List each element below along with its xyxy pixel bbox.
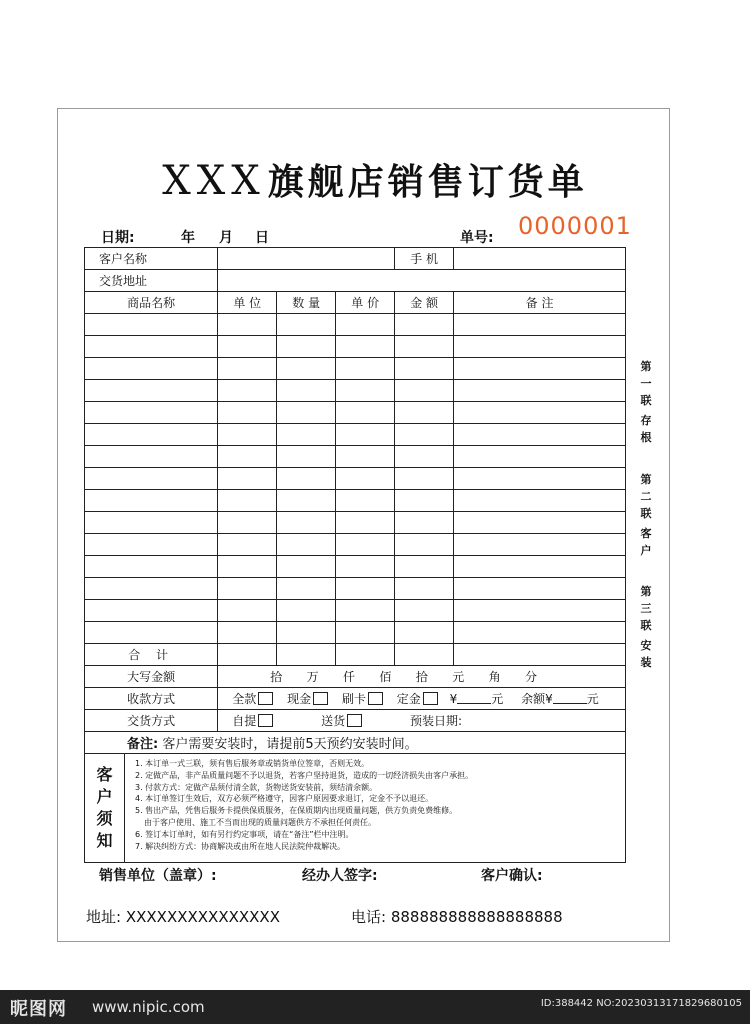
- total-label: 合 计: [85, 644, 218, 666]
- unit-yuan: 元: [452, 670, 465, 684]
- item-quantity-cell[interactable]: [277, 600, 336, 622]
- deposit-yuan-label: 元: [491, 692, 504, 706]
- item-product-cell[interactable]: [85, 336, 218, 358]
- item-amount-cell[interactable]: [395, 556, 454, 578]
- table-row: [85, 512, 626, 534]
- item-product-cell[interactable]: [85, 556, 218, 578]
- item-quantity-cell[interactable]: [277, 468, 336, 490]
- item-product-cell[interactable]: [85, 424, 218, 446]
- col-header-unit: 单 位: [218, 292, 277, 314]
- payment-label: 收款方式: [85, 688, 218, 710]
- col-header-product: 商品名称: [85, 292, 218, 314]
- item-remarks-cell[interactable]: [454, 578, 626, 600]
- order-number-label: 单号:: [460, 230, 494, 246]
- item-unit-cell[interactable]: [218, 358, 277, 380]
- item-amount-cell[interactable]: [395, 490, 454, 512]
- table-row: [85, 622, 626, 644]
- item-product-cell[interactable]: [85, 468, 218, 490]
- item-product-cell[interactable]: [85, 446, 218, 468]
- balance-label: 余额¥: [521, 692, 553, 706]
- total-remarks-cell[interactable]: [454, 644, 626, 666]
- item-quantity-cell[interactable]: [277, 622, 336, 644]
- item-remarks-cell[interactable]: [454, 380, 626, 402]
- notice-heading-char-3: 须: [96, 809, 113, 828]
- item-unit-cell[interactable]: [218, 402, 277, 424]
- item-product-cell[interactable]: [85, 490, 218, 512]
- option-pickup-label: 自提: [232, 714, 257, 728]
- total-amount-cell[interactable]: [395, 644, 454, 666]
- balance-yuan-label: 元: [586, 692, 599, 706]
- address-footer: [86, 906, 280, 927]
- item-unit-cell[interactable]: [218, 622, 277, 644]
- item-rows: [85, 314, 626, 644]
- item-unit-cell[interactable]: [218, 600, 277, 622]
- item-unit-cell[interactable]: [218, 578, 277, 600]
- col-header-remarks: 备 注: [454, 292, 626, 314]
- item-quantity-cell[interactable]: [277, 380, 336, 402]
- item-remarks-cell[interactable]: [454, 314, 626, 336]
- item-remarks-cell[interactable]: [454, 600, 626, 622]
- unit-wan: 万: [306, 670, 319, 684]
- col-header-amount: 金 额: [395, 292, 454, 314]
- item-unit-cell[interactable]: [218, 556, 277, 578]
- item-unit-cell[interactable]: [218, 446, 277, 468]
- item-amount-cell[interactable]: [395, 380, 454, 402]
- option-cash-label: 现金: [287, 692, 312, 706]
- copy-2-label: 第二联: [640, 473, 652, 520]
- total-row: [85, 644, 626, 666]
- item-unit-cell[interactable]: [218, 534, 277, 556]
- item-quantity-cell[interactable]: [277, 358, 336, 380]
- item-price-cell[interactable]: [336, 490, 395, 512]
- item-remarks-cell[interactable]: [454, 402, 626, 424]
- total-quantity-cell[interactable]: [277, 644, 336, 666]
- item-unit-cell[interactable]: [218, 490, 277, 512]
- item-amount-cell[interactable]: [395, 424, 454, 446]
- delivery-options: [218, 710, 626, 732]
- item-price-cell[interactable]: [336, 424, 395, 446]
- table-row: [85, 402, 626, 424]
- notice-item: 3. 付款方式：定做产品须付清全款，货物送货安装前，须结清余额。: [135, 782, 378, 792]
- notice-cell: [85, 754, 626, 863]
- item-price-cell[interactable]: [336, 402, 395, 424]
- column-header-row: [85, 292, 626, 314]
- option-ship-checkbox[interactable]: [347, 714, 362, 727]
- item-price-cell[interactable]: [336, 534, 395, 556]
- notice-item: 4. 本订单签订生效后，双方必须严格遵守，因客户原因要求退订，定金不予以退还。: [135, 794, 434, 804]
- table-row: [85, 490, 626, 512]
- copy-2-purpose: 客户: [640, 527, 652, 557]
- customer-name-row: [85, 248, 626, 270]
- table-row: [85, 600, 626, 622]
- item-remarks-cell[interactable]: [454, 336, 626, 358]
- table-row: [85, 424, 626, 446]
- date-day: 日: [255, 230, 269, 246]
- item-unit-cell[interactable]: [218, 468, 277, 490]
- title-prefix: XXX: [162, 158, 266, 204]
- notice-row: [85, 754, 626, 863]
- phone-footer: [351, 906, 563, 927]
- customer-name-field[interactable]: [218, 248, 395, 270]
- total-price-cell[interactable]: [336, 644, 395, 666]
- notice-heading-char-4: 知: [96, 831, 113, 850]
- option-deposit-checkbox[interactable]: [423, 692, 438, 705]
- unit-qian: 仟: [343, 670, 356, 684]
- notice-item: 1. 本订单一式三联，须有售后服务章或销货单位签章，否则无效。: [135, 759, 370, 768]
- option-cash-checkbox[interactable]: [313, 692, 328, 705]
- item-amount-cell[interactable]: [395, 622, 454, 644]
- item-product-cell[interactable]: [85, 534, 218, 556]
- table-row: [85, 534, 626, 556]
- unit-shi-2: 拾: [415, 670, 428, 684]
- remark-text: 客户需要安装时，请提前5天预约安装时间。: [162, 737, 418, 752]
- item-price-cell[interactable]: [336, 336, 395, 358]
- table-row: [85, 314, 626, 336]
- option-card-checkbox[interactable]: [368, 692, 383, 705]
- item-quantity-cell[interactable]: [277, 578, 336, 600]
- notice-item: 2. 定做产品，非产品质量问题不予以退货，若客户坚持退货，造成的一切经济损失由客户承担。: [135, 770, 474, 780]
- remark-label: 备注:: [127, 737, 159, 752]
- unit-jiao: 角: [488, 670, 501, 684]
- item-unit-cell[interactable]: [218, 380, 277, 402]
- item-price-cell[interactable]: [336, 446, 395, 468]
- item-price-cell[interactable]: [336, 512, 395, 534]
- delivery-row: [85, 710, 626, 732]
- item-unit-cell[interactable]: [218, 512, 277, 534]
- address-label: 地址:: [86, 908, 122, 926]
- item-amount-cell[interactable]: [395, 468, 454, 490]
- delivery-address-label: 交货地址: [85, 270, 218, 292]
- table-row: [85, 358, 626, 380]
- item-quantity-cell[interactable]: [277, 490, 336, 512]
- unit-fen: 分: [524, 670, 537, 684]
- notice-item: 由于客户使用、施工不当而出现的质量问题供方不承担任何责任。: [144, 817, 376, 827]
- item-amount-cell[interactable]: [395, 402, 454, 424]
- col-header-price: 单 价: [336, 292, 395, 314]
- item-price-cell[interactable]: [336, 600, 395, 622]
- copy-3-purpose: 安装: [640, 639, 652, 669]
- address-value: XXXXXXXXXXXXXXX: [125, 908, 280, 926]
- item-remarks-cell[interactable]: [454, 490, 626, 512]
- table-row: [85, 468, 626, 490]
- phone-label: 手 机: [395, 248, 454, 270]
- deposit-yen-symbol: ¥: [449, 692, 458, 706]
- item-remarks-cell[interactable]: [454, 556, 626, 578]
- item-remarks-cell[interactable]: [454, 512, 626, 534]
- item-quantity-cell[interactable]: [277, 402, 336, 424]
- unit-shi-1: 拾: [270, 670, 283, 684]
- item-price-cell[interactable]: [336, 578, 395, 600]
- notice-heading: [85, 754, 125, 862]
- total-unit-cell[interactable]: [218, 644, 277, 666]
- item-quantity-cell[interactable]: [277, 314, 336, 336]
- customer-name-label: 客户名称: [85, 248, 218, 270]
- order-table: [84, 247, 626, 863]
- item-remarks-cell[interactable]: [454, 468, 626, 490]
- copy-1-purpose: 存根: [640, 414, 652, 444]
- agent-signature-label: 经办人签字:: [302, 868, 378, 884]
- item-product-cell[interactable]: [85, 578, 218, 600]
- form-title: [0, 154, 750, 205]
- item-price-cell[interactable]: [336, 314, 395, 336]
- option-full-label: 全款: [232, 692, 257, 706]
- item-product-cell[interactable]: [85, 314, 218, 336]
- watermark-id: ID:388442 NO:20230313171829680105: [540, 998, 742, 1009]
- item-remarks-cell[interactable]: [454, 534, 626, 556]
- item-remarks-cell[interactable]: [454, 622, 626, 644]
- item-remarks-cell[interactable]: [454, 358, 626, 380]
- address-row: [85, 270, 626, 292]
- notice-list: [125, 754, 481, 862]
- capital-amount-row: [85, 666, 626, 688]
- item-product-cell[interactable]: [85, 380, 218, 402]
- item-amount-cell[interactable]: [395, 578, 454, 600]
- item-amount-cell[interactable]: [395, 512, 454, 534]
- remark-row: [85, 732, 626, 754]
- table-row: [85, 446, 626, 468]
- item-quantity-cell[interactable]: [277, 336, 336, 358]
- item-quantity-cell[interactable]: [277, 556, 336, 578]
- table-row: [85, 578, 626, 600]
- item-remarks-cell[interactable]: [454, 424, 626, 446]
- item-unit-cell[interactable]: [218, 314, 277, 336]
- phone-field[interactable]: [454, 248, 626, 270]
- table-row: [85, 380, 626, 402]
- remark-cell: [85, 732, 626, 754]
- item-product-cell[interactable]: [85, 622, 218, 644]
- watermark-url: www.nipic.com: [92, 998, 205, 1016]
- item-product-cell[interactable]: [85, 512, 218, 534]
- item-price-cell[interactable]: [336, 468, 395, 490]
- capital-amount-label: 大写金额: [85, 666, 218, 688]
- item-price-cell[interactable]: [336, 380, 395, 402]
- item-amount-cell[interactable]: [395, 358, 454, 380]
- delivery-address-field[interactable]: [218, 270, 626, 292]
- notice-heading-char-2: 户: [96, 787, 113, 806]
- phone-footer-label: 电话:: [351, 908, 387, 926]
- copy-1-label: 第一联: [640, 360, 652, 407]
- payment-row: [85, 688, 626, 710]
- option-deposit-label: 定金: [396, 692, 421, 706]
- notice-item: 5. 售出产品，凭售后服务卡提供保质服务，在保质期内出现质量问题，供方负责免费维修。: [135, 806, 458, 816]
- item-quantity-cell[interactable]: [277, 512, 336, 534]
- notice-item: 7. 解决纠纷方式：协商解决或由所在地人民法院仲裁解决。: [135, 841, 346, 851]
- unit-bai: 佰: [379, 670, 392, 684]
- table-row: [85, 336, 626, 358]
- date-label: 日期:: [101, 230, 135, 246]
- date-month: 月: [219, 230, 233, 246]
- date-year: 年: [181, 230, 195, 246]
- item-amount-cell[interactable]: [395, 446, 454, 468]
- item-price-cell[interactable]: [336, 556, 395, 578]
- balance-amount-field[interactable]: [553, 692, 587, 704]
- watermark-logo: 昵图网: [10, 999, 67, 1020]
- item-product-cell[interactable]: [85, 402, 218, 424]
- title-main: 旗舰店销售订货单: [267, 162, 588, 203]
- col-header-quantity: 数 量: [277, 292, 336, 314]
- item-quantity-cell[interactable]: [277, 424, 336, 446]
- payment-options: [218, 688, 626, 710]
- option-pickup-checkbox[interactable]: [258, 714, 273, 727]
- deposit-amount-field[interactable]: [457, 692, 491, 704]
- option-card-label: 刷卡: [341, 692, 366, 706]
- item-amount-cell[interactable]: [395, 534, 454, 556]
- option-full-checkbox[interactable]: [258, 692, 273, 705]
- item-remarks-cell[interactable]: [454, 446, 626, 468]
- item-price-cell[interactable]: [336, 358, 395, 380]
- item-amount-cell[interactable]: [395, 336, 454, 358]
- item-amount-cell[interactable]: [395, 600, 454, 622]
- item-quantity-cell[interactable]: [277, 446, 336, 468]
- notice-heading-char-1: 客: [96, 765, 113, 784]
- install-date-label: 预装日期:: [409, 714, 462, 728]
- item-product-cell[interactable]: [85, 600, 218, 622]
- item-unit-cell[interactable]: [218, 336, 277, 358]
- copy-3-label: 第三联: [640, 585, 652, 632]
- item-quantity-cell[interactable]: [277, 534, 336, 556]
- seller-signature-label: 销售单位（盖章）:: [99, 868, 217, 884]
- item-price-cell[interactable]: [336, 622, 395, 644]
- table-row: [85, 556, 626, 578]
- delivery-method-label: 交货方式: [85, 710, 218, 732]
- phone-footer-value: 888888888888888888: [390, 908, 563, 926]
- item-unit-cell[interactable]: [218, 424, 277, 446]
- notice-item: 6. 签订本订单时，如有另行约定事项，请在“备注”栏中注明。: [135, 829, 354, 839]
- customer-confirm-label: 客户确认:: [481, 868, 543, 884]
- option-ship-label: 送货: [321, 714, 346, 728]
- capital-amount-field[interactable]: [218, 666, 626, 688]
- item-amount-cell[interactable]: [395, 314, 454, 336]
- order-serial-number: 0000001: [518, 212, 632, 240]
- item-product-cell[interactable]: [85, 358, 218, 380]
